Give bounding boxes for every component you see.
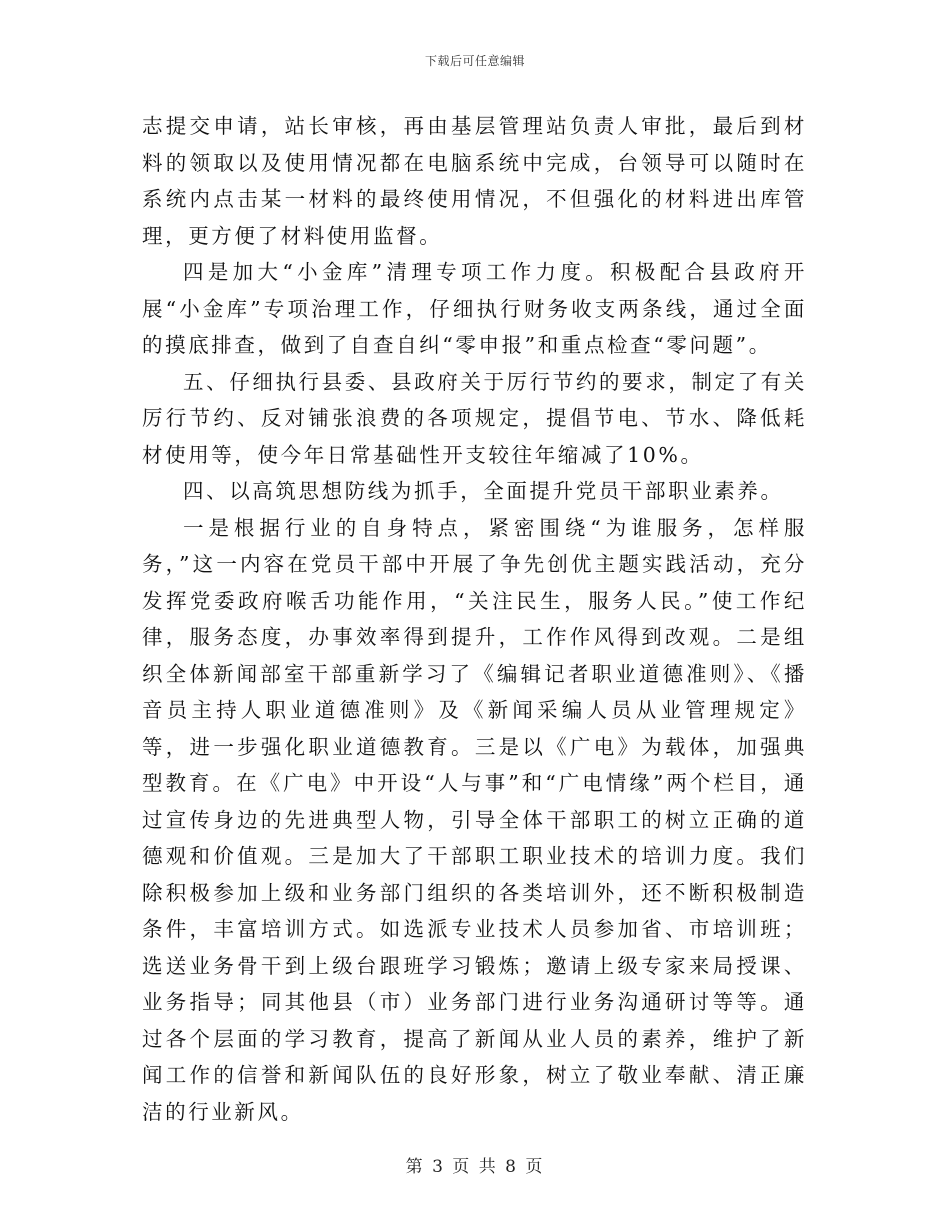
paragraph-section-heading: 四、以高筑思想防线为抓手，全面提升党员干部职业素养。	[183, 479, 784, 503]
document-body	[142, 108, 807, 1130]
page-footer: 第 3 页 共 8 页	[405, 1157, 545, 1177]
paragraph-small-treasury: 四是加大“小金库”清理专项工作力度。积极配合县政府开展“小金库”专项治理工作，仔细执行财务收支两条线，通过全面的摸底排查，做到了自查自纠“零申报”和重点检查“零问题”。	[142, 260, 807, 357]
paragraph-frugality: 五、仔细执行县委、县政府关于厉行节约的要求，制定了有关厉行节约、反对铺张浪费的各项规定，提倡节电、节水、降低耗材使用等，使今年日常基础性开支较往年缩减了10%。	[142, 369, 807, 467]
page-header: 下载后可任意编辑	[424, 54, 525, 68]
paragraph-professional-quality: 一是根据行业的自身特点，紧密围绕“为谁服务，怎样服务，”这一内容在党员干部中开展了争先创优主题实践活动，充分发挥党委政府喉舌功能作用，“关注民生，服务人民。”使工作纪律，服务态度，办事效率得到提升，工作作风得到改观。二是组织全体新闻部室干部重新学习了《编辑记者职业道德准则》、《播音员主持人职业道德准则》及《新闻采编人员从业管理规定》等，进一步强化职业道德教育。三是以《广电》为载体，加强典型教育。在《广电》中开设“人与事”和“广电情缘”两个栏目，通过宣传身边的先进典型人物，引导全体干部职工的树立正确的道德观和价值观。三是加大了干部职工职业技术的培训力度。我们除积极参加上级和业务部门组织的各类培训外，还不断积极制造条件，丰富培训方式。如选派专业技术人员参加省、市培训班；选送业务骨干到上级台跟班学习锻炼；邀请上级专家来局授课、业务指导；同其他县（市）业务部门进行业务沟通研讨等等。通过各个层面的学习教育，提高了新闻从业人员的素养，维护了新闻工作的信誉和新闻队伍的良好形象，树立了敬业奉献、清正廉洁的行业新风。	[142, 515, 807, 1124]
paragraph-continuation: 志提交申请，站长审核，再由基层管理站负责人审批，最后到材料的领取以及使用情况都在电脑系统中完成，台领导可以随时在系统内点击某一材料的最终使用情况，不但强化的材料进出库管理，更方便了材料使用监督。	[142, 114, 807, 248]
